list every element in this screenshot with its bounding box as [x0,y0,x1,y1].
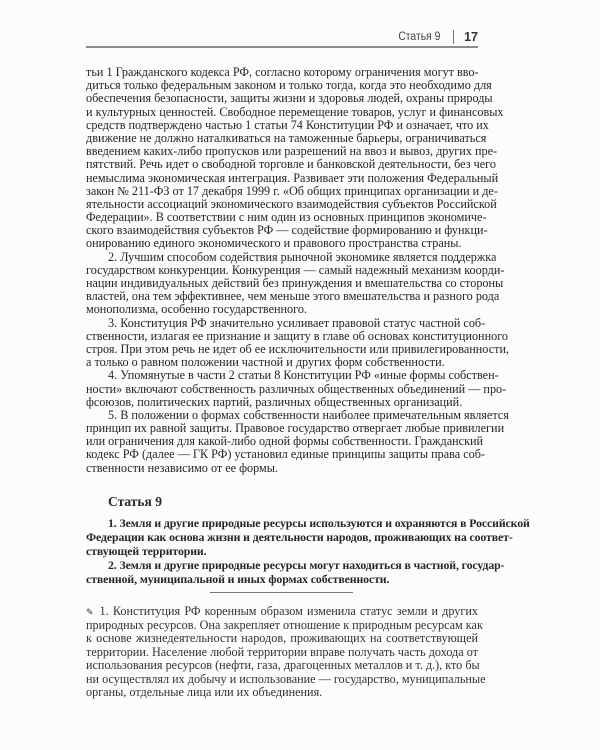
section-divider [210,592,353,593]
text-line: 1. Земля и другие природные ресурсы используются и охраняются в Российской [108,516,530,530]
text-line: введением каких-либо пропусков или разрешений на ввоз и вывоз, других пре- [86,144,498,159]
paragraph [86,315,510,370]
text-line: движение не должно наталкиваться на таможенные барьеры, ограничиваться [86,130,487,145]
text-line: 5. В положении о формах собственности наиболее примечательным является [108,407,509,422]
text-line: 2. Земля и другие природные ресурсы могут находиться в частной, государ- [108,558,505,572]
text-line: ствующей территории. [86,544,207,558]
page-number: 17 [464,30,478,44]
text-line-content: 1. Конституция РФ коренным образом изменила статус земли и других [99,604,478,618]
text-line: ности» включают собственность различных общественных объединений — про- [86,381,507,396]
running-header-content [396,30,478,44]
text-line [86,605,478,619]
text-line: Федерации». В соответствии с ним один из основных принципов экономиче- [86,210,487,225]
paragraph [86,407,509,475]
text-line: к основе жизнедеятельности народов, проживающих на соответствующей [86,631,478,645]
running-header [86,29,478,47]
text-line: онированию единого экономического и правового пространства страны. [86,236,462,251]
text-line: властей, она тем эффективнее, чем меньше этого вмешательства и разного рода [86,289,500,304]
commentary-paragraph [86,604,486,700]
text-line: обеспечения безопасности, защиты жизни и здоровья людей, охраны природы [86,91,493,106]
paragraph [86,368,507,409]
commentary-text [86,604,486,700]
text-line: ятельности ассоциаций экономического взаимодействия субъектов Российской [86,196,497,211]
article-clause [86,516,530,558]
text-line: пятствий. Речь идет о свободной торговле и банковской деятельности, без чего [86,157,496,172]
header-rule [86,46,478,48]
text-line: Федерации как основа жизни и деятельности народов, проживающих на соответ- [86,530,513,544]
text-line: ни осуществлял их добычу и использование — государство, муниципальные [86,671,486,686]
body-text [86,65,510,475]
text-line: немыслима экономическая интеграция. Развивает эти положения Федеральный [86,170,499,185]
text-line: строя. При этом речь не идет об ее исключительности или привилегированности, [86,341,510,356]
text-line: ственной, муниципальной и иных формах собственности. [86,572,390,586]
text-line: органы, отдельные лица или их объединения. [86,685,323,699]
text-line: а только о равном положении частной и других форм собственности. [86,355,445,370]
text-line: или ограничения для какой-либо одной формы собственности. Гражданский [86,434,484,449]
text-line: тьи 1 Гражданского кодекса РФ, согласно которому ограничения могут вво- [86,65,479,79]
pen-icon: ✎ [86,607,94,617]
text-line: кодекс РФ (далее — ГК РФ) установил единые принципы защиты права соб- [86,447,485,462]
text-line: принцип их равной защиты. Правовое государство отвергает любые привилегии [86,421,505,436]
text-line: и культурных ценностей. Свободное перемещение товаров, услуг и финансовых [86,104,504,119]
text-line: 4. Упомянутые в части 2 статьи 8 Конституции РФ «иные формы собствен- [108,368,499,383]
text-line: средств подтверждено частью 1 статьи 74 Конституции РФ и означает, что их [86,117,489,132]
running-header-section: Статья 9 [398,31,441,43]
paragraph [86,65,504,251]
text-line: монополизма, особенно государственного. [86,302,307,317]
text-line: фсоюзов, политических партий, различных общественных организаций. [86,394,463,409]
header-separator [453,30,454,44]
text-line: ского взаимодействия субъектов РФ — содействие формированию и функци- [86,223,488,238]
article-heading: Статья 9 [108,494,162,509]
paragraph [86,249,505,317]
text-line: закон № 211-ФЗ от 17 декабря 1999 г. «Об общих принципах организации и де- [86,183,498,198]
article-text [86,516,530,586]
text-line: природных ресурсов. Она закрепляет отношение к природным ресурсам как [86,617,483,632]
text-line: ственности независимо от ее формы. [86,460,278,475]
text-line: использования ресурсов (нефти, газа, драгоценных металлов и т. д.), кто бы [86,658,480,672]
text-line: диться только федеральным законом и только тогда, когда это необходимо для [86,78,492,93]
article-clause [86,558,505,586]
text-line: 2. Лучшим способом содействия рыночной экономике является поддержка [108,249,497,264]
text-line: нации индивидуальных действий без принуждения и вмешательства со стороны [86,276,504,290]
text-line: территории. Население любой территории вправе получать часть дохода от [86,644,478,659]
text-line: государством конкуренции. Конкуренция — самый надежный механизм коорди- [86,262,505,277]
text-line: ственности, излагая ее признание и защиту в главе об основах конституционного [86,328,508,343]
text-line: 3. Конституция РФ значительно усиливает правовой статус частной соб- [108,315,486,330]
